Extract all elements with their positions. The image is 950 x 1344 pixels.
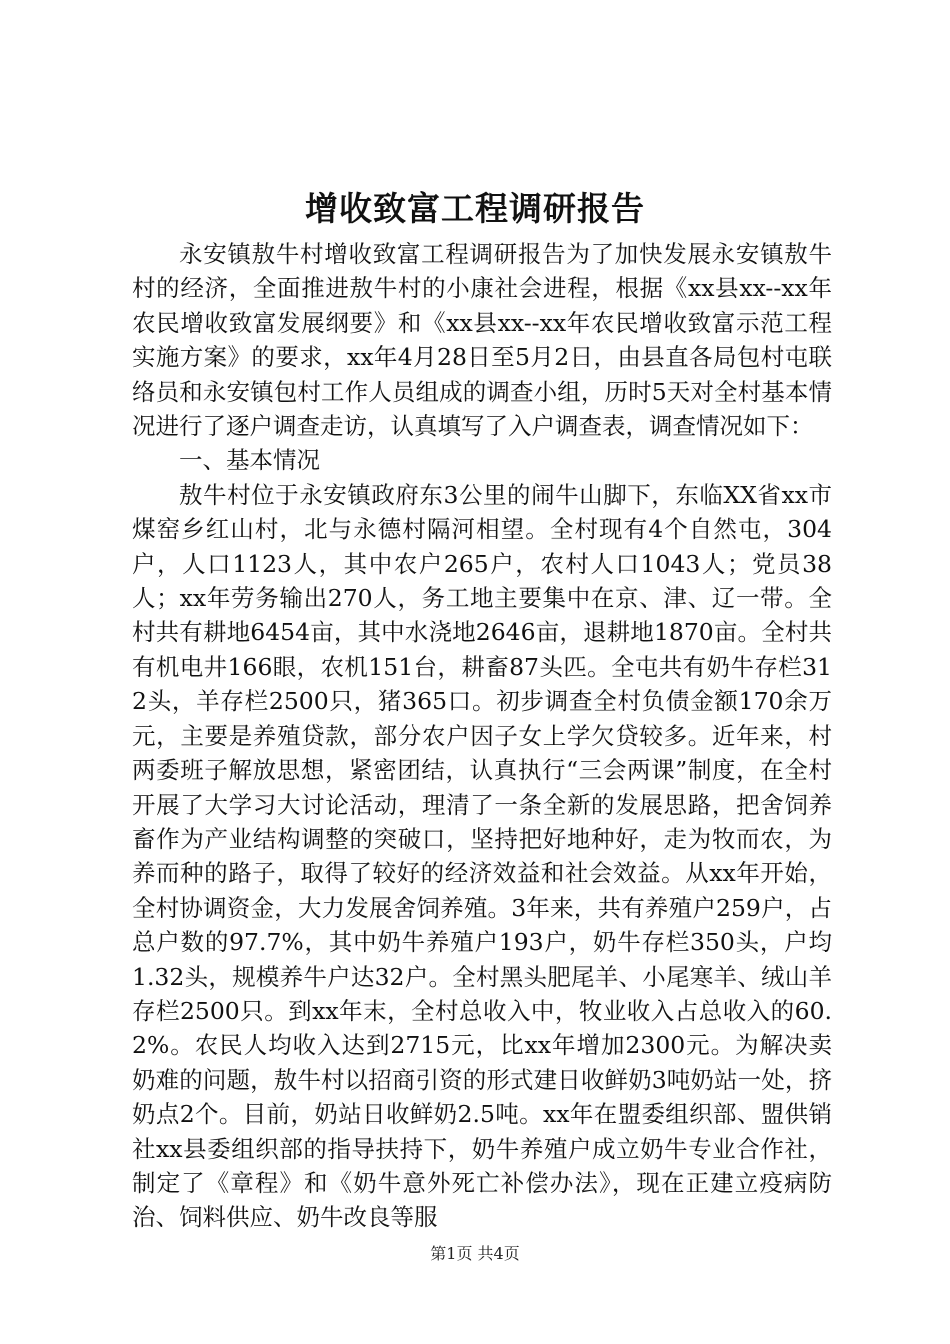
basic-situation-paragraph: 敖牛村位于永安镇政府东3公里的闹牛山脚下，东临XX省xx市煤窑乡红山村，北与永德村隔河相望。全村现有4个自然屯，304户，人口1123人，其中农户265户，农村人口1043人；党员38人；xx年劳务输出270人，务工地主要集中在京、津、辽一带。全村共有耕地6454亩，其中水浇地2646亩，退耕地1870亩。全村共有机电井166眼，农机151台，耕畜87头匹。全屯共有奶牛存栏312头，羊存栏2500只，猪365口。初步调查全村负债金额170余万元，主要是养殖贷款，部分农户因子女上学欠贷较多。近年来，村两委班子解放思想，紧密团结，认真执行“三会两课”制度，在全村开展了大学习大讨论活动，理清了一条全新的发展思路，把舍饲养畜作为产业结构调整的突破口，坚持把好地种好，走为牧而农，为养而种的路子，取得了较好的经济效益和社会效益。从xx年开始，全村协调资金，大力发展舍饲养殖。3年来，共有养殖户259户，占总户数的97.7%，其中奶牛养殖户193户，奶牛存栏350头，户均1.32头，规模养牛户达32户。全村黑头肥尾羊、小尾寒羊、绒山羊存栏2500只。到xx年末，全村总收入中，牧业收入占总收入的60.2%。农民人均收入达到2715元，比xx年增加2300元。为解决卖奶难的问题，敖牛村以招商引资的形式建日收鲜奶3吨奶站一处，挤奶点2个。目前，奶站日收鲜奶2.5吨。xx年在盟委组织部、盟供销社xx县委组织部的指导扶持下，奶牛养殖户成立奶牛专业合作社，制定了《章程》和《奶牛意外死亡补偿办法》，现在正建立疫病防治、饲料供应、奶牛改良等服 [132, 480, 832, 1232]
document-body [132, 237, 832, 1235]
page-number-footer: 第1页 共4页 [430, 1244, 520, 1263]
document-title: 增收致富工程调研报告 [305, 189, 645, 228]
intro-paragraph: 永安镇敖牛村增收致富工程调研报告为了加快发展永安镇敖牛村的经济，全面推进敖牛村的小康社会进程，根据《xx县xx--xx年农民增收致富发展纲要》和《xx县xx--xx年农民增收致富示范工程实施方案》的要求，xx年4月28日至5月2日，由县直各局包村屯联络员和永安镇包村工作人员组成的调查小组，历时5天对全村基本情况进行了逐户调查走访，认真填写了入户调查表，调查情况如下： [132, 240, 832, 441]
section-heading-basic-situation: 一、基本情况 [179, 446, 320, 475]
